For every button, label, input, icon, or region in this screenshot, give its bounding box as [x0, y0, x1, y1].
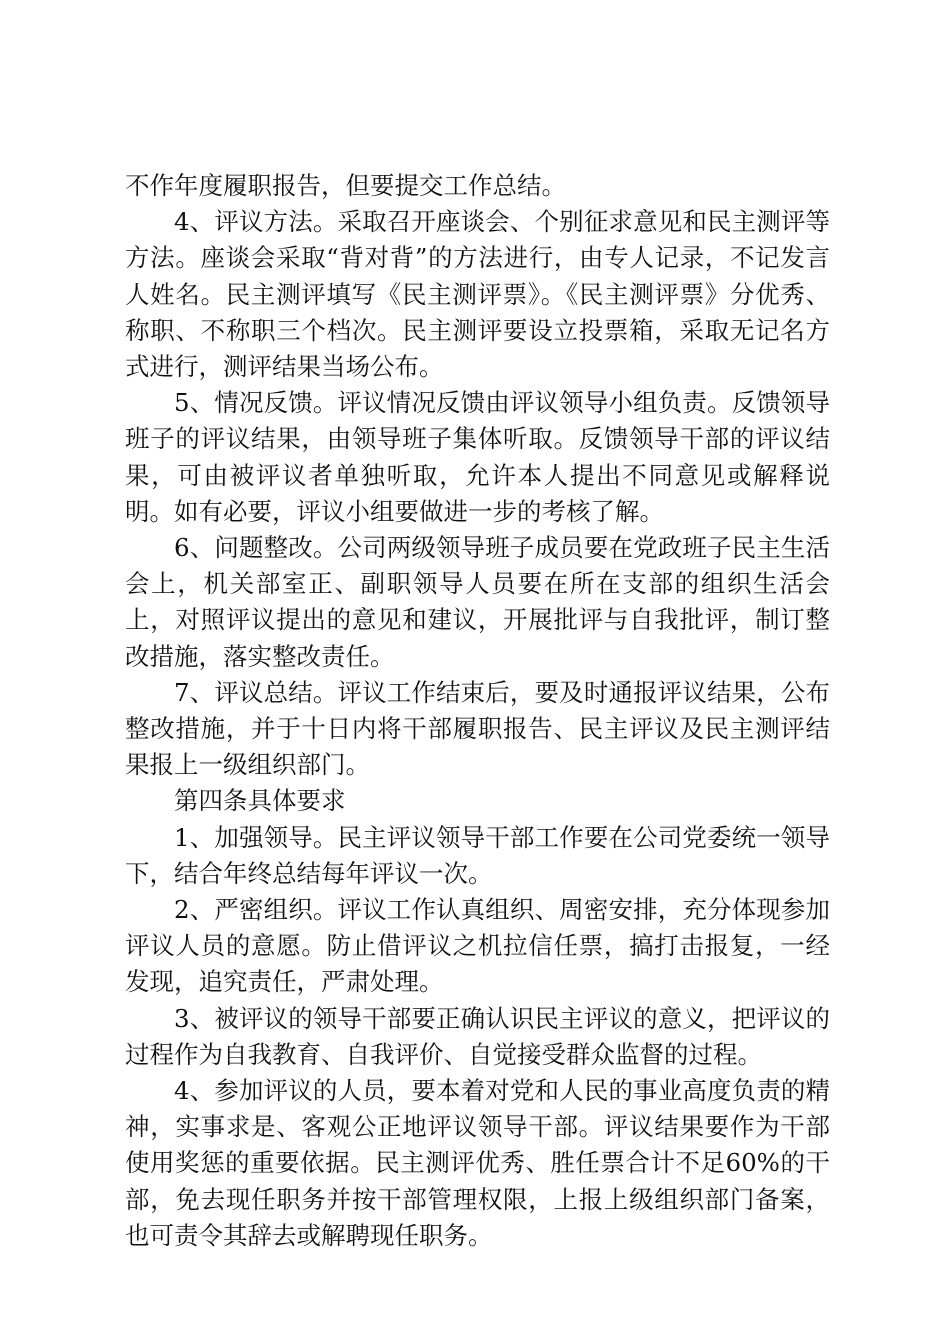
paragraph-continuation: 不作年度履职报告，但要提交工作总结。 [125, 171, 566, 200]
paragraph-rectification: 6、问题整改。公司两级领导班子成员要在党政班子民主生活会上，机关部室正、副职领导人员要在所在支部的组织生活会上，对照评议提出的意见和建议，开展批评与自我批评，制订整改措施，落实整改责任。 [125, 533, 830, 671]
paragraph-organization: 2、严密组织。评议工作认真组织、周密安排，充分体现参加评议人员的意愿。防止借评议之机拉信任票，搞打击报复，一经发现，追究责任，严肃处理。 [125, 895, 830, 997]
paragraph-leadership: 1、加强领导。民主评议领导干部工作要在公司党委统一领导下，结合年终总结每年评议一次。 [125, 822, 830, 888]
paragraph-summary: 7、评议总结。评议工作结束后，要及时通报评议结果，公布整改措施，并于十日内将干部履职报告、民主评议及民主测评结果报上一级组织部门。 [125, 677, 830, 780]
paragraph-feedback: 5、情况反馈。评议情况反馈由评议领导小组负责。反馈领导班子的评议结果，由领导班子集体听取。反馈领导干部的评议结果，可由被评议者单独听取，允许本人提出不同意见或解释说明。如有必要，评议小组要做进一步的考核了解。 [125, 388, 830, 526]
paragraph-evaluation-method: 4、评议方法。采取召开座谈会、个别征求意见和民主测评等方法。座谈会采取“背对背”的方法进行，由专人记录，不记发言人姓名。民主测评填写《民主测评票》。《民主测评票》分优秀、称职、不称职三个档次。民主测评要设立投票箱，采取无记名方式进行，测评结果当场公布。 [125, 207, 830, 382]
section-heading-article-four: 第四条具体要求 [174, 786, 346, 816]
paragraph-understanding: 3、被评议的领导干部要正确认识民主评议的意义，把评议的过程作为自我教育、自我评价、自觉接受群众监督的过程。 [125, 1003, 830, 1069]
document-body [125, 168, 830, 1254]
paragraph-participants: 4、参加评议的人员，要本着对党和人民的事业高度负责的精神，实事求是、客观公正地评议领导干部。评议结果要作为干部使用奖惩的重要依据。民主测评优秀、胜任票合计不足60%的干部，免去现任职务并按干部管理权限，上报上级组织部门备案，也可责令其辞去或解聘现任职务。 [125, 1076, 830, 1250]
